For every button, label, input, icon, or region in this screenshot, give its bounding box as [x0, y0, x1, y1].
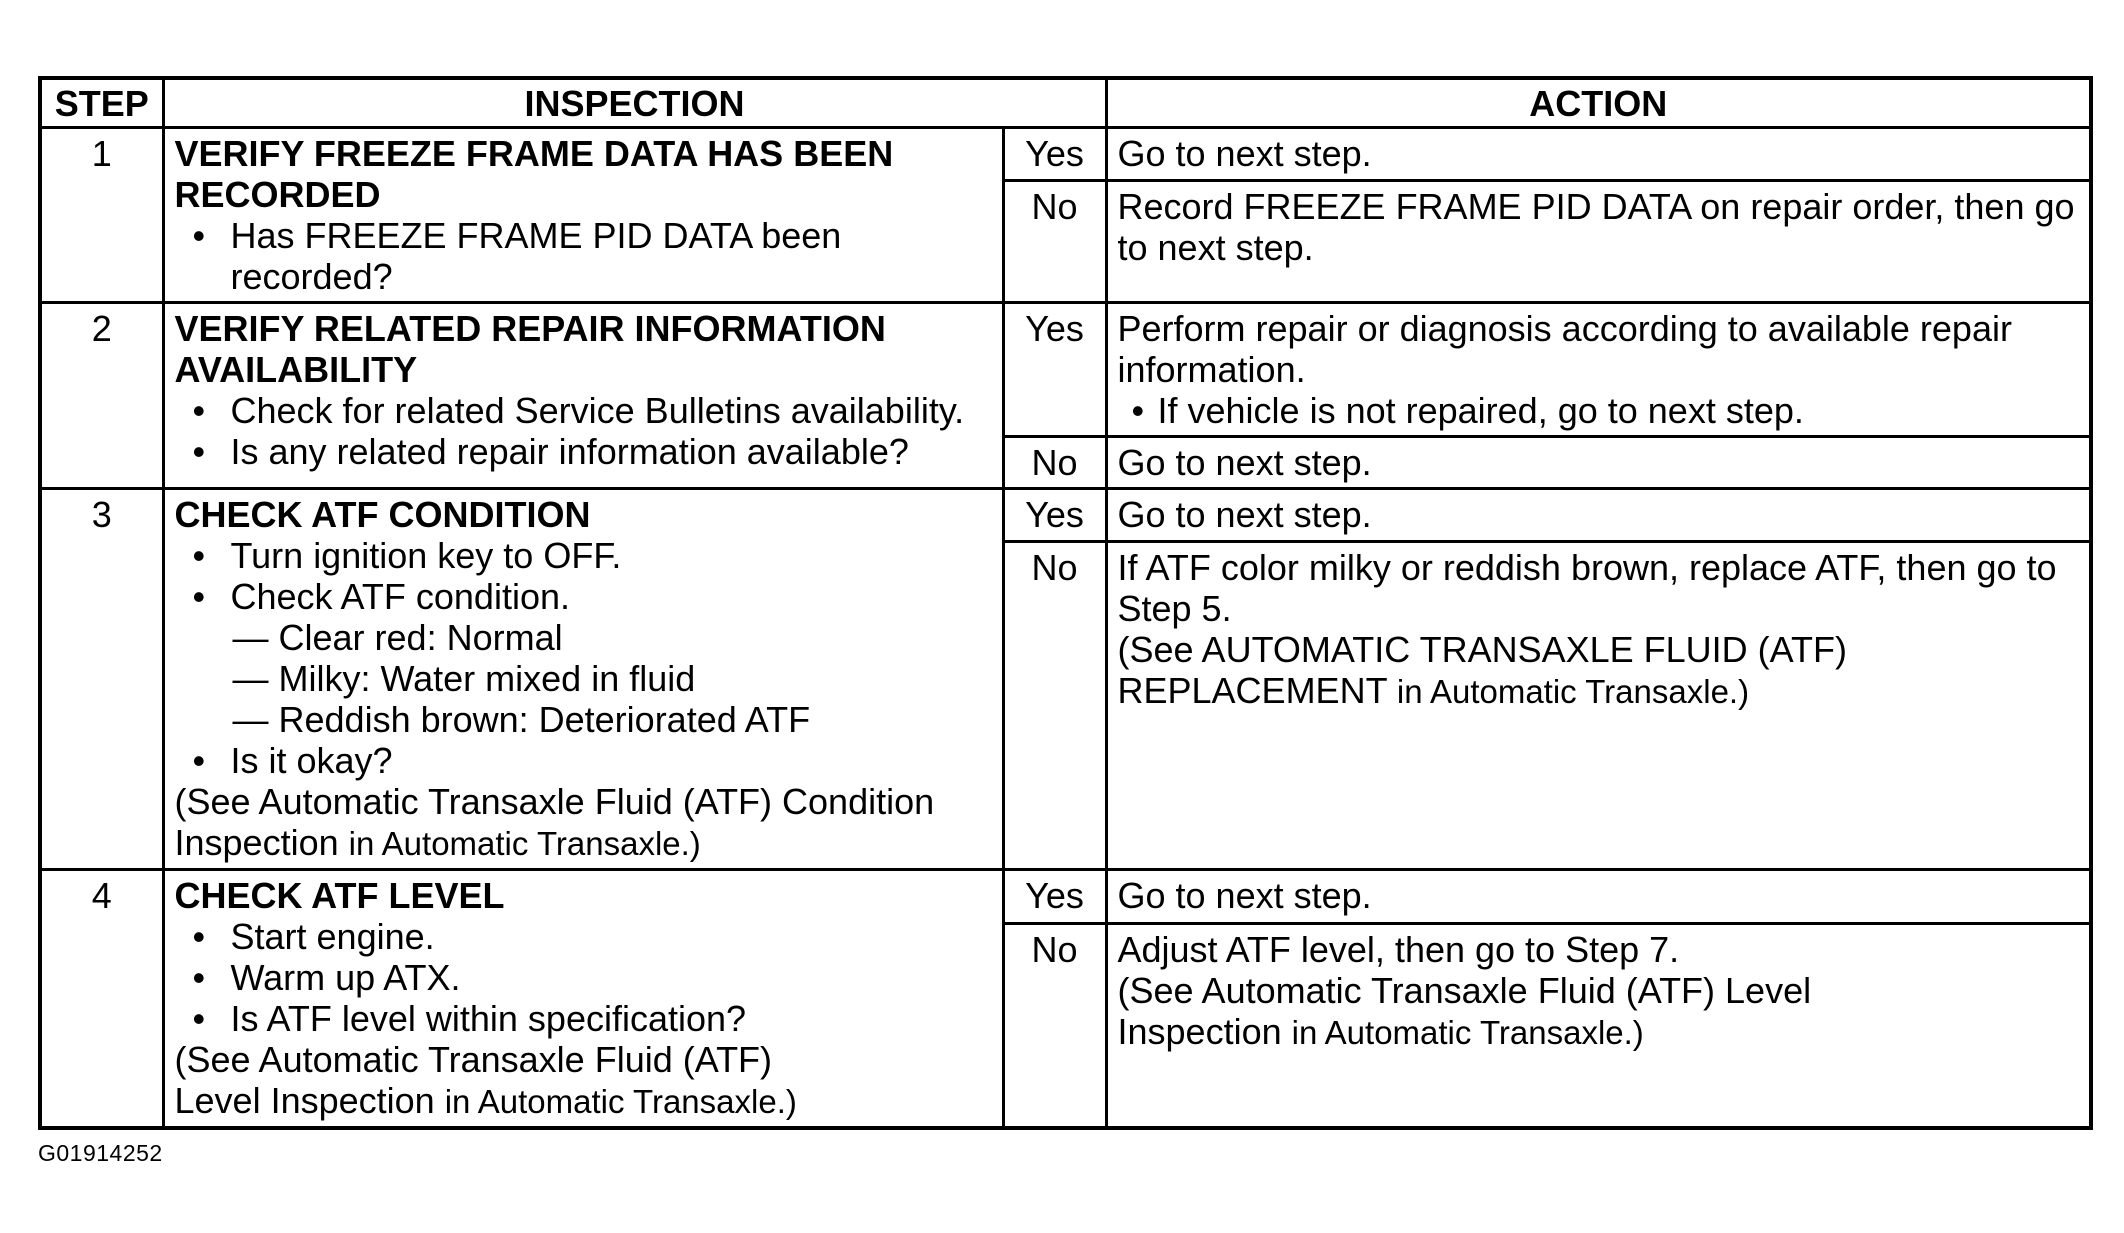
- bullet-icon: •: [192, 916, 206, 957]
- no-label: No: [1003, 437, 1106, 489]
- yes-action: Perform repair or diagnosis according to available repair information. • If vehicle is not repaired, go to next step.: [1106, 303, 2091, 437]
- inspection-bullets: [175, 390, 992, 472]
- no-action: Go to next step.: [1106, 437, 2091, 489]
- bullet-item: • Turn ignition key to OFF.: [192, 535, 622, 576]
- bullet-icon: •: [192, 740, 206, 781]
- bullet-item: • Is it okay?: [192, 740, 393, 781]
- bullet-icon: •: [192, 215, 206, 256]
- header-inspection: INSPECTION: [163, 78, 1106, 128]
- step-4-yes-row: [40, 870, 2091, 924]
- inspection-bullets: [175, 740, 992, 781]
- yes-label: Yes: [1003, 489, 1106, 542]
- yes-action: Go to next step.: [1106, 870, 2091, 924]
- step-number: 1: [40, 128, 163, 303]
- header-step: STEP: [40, 78, 163, 128]
- step-title: CHECK ATF LEVEL: [174, 875, 505, 916]
- step-inspection: [163, 128, 1003, 303]
- bullet-icon: •: [192, 535, 206, 576]
- table-header-row: [40, 78, 2091, 128]
- bullet-item: • Check for related Service Bulletins availability.: [192, 390, 965, 431]
- figure-id: G01914252: [38, 1140, 163, 1166]
- step-inspection: [163, 489, 1003, 870]
- see-reference: (See Automatic Transaxle Fluid (ATF) Level Inspection in Automatic Transaxle.): [174, 1039, 797, 1121]
- no-label: No: [1003, 541, 1106, 869]
- no-action: Record FREEZE FRAME PID DATA on repair order, then go to next step.: [1106, 180, 2091, 302]
- bullet-item: • Warm up ATX.: [192, 957, 461, 998]
- see-reference: (See AUTOMATIC TRANSAXLE FLUID (ATF) REPLACEMENT in Automatic Transaxle.): [1117, 628, 1847, 711]
- condition-item: — Reddish brown: Deteriorated ATF: [232, 699, 811, 740]
- bullet-item: • Start engine.: [192, 916, 435, 957]
- bullet-icon: •: [192, 576, 206, 617]
- see-reference: (See Automatic Transaxle Fluid (ATF) Level Inspection in Automatic Transaxle.): [1117, 970, 1812, 1053]
- step-3-yes-row: [40, 489, 2091, 542]
- no-label: No: [1003, 924, 1106, 1128]
- bullet-item: • If vehicle is not repaired, go to next step.: [1131, 390, 1804, 431]
- bullet-icon: •: [192, 998, 206, 1039]
- step-number: 2: [40, 303, 163, 489]
- bullet-icon: •: [192, 431, 206, 472]
- no-action: If ATF color milky or reddish brown, replace ATF, then go to Step 5. (See AUTOMATIC TRANSAXLE FLUID (ATF) REPLACEMENT in Automatic Transaxle.): [1106, 541, 2091, 869]
- no-action: Adjust ATF level, then go to Step 7. (See Automatic Transaxle Fluid (ATF) Level Inspection in Automatic Transaxle.): [1106, 924, 2091, 1128]
- bullet-item: • Check ATF condition.: [192, 576, 570, 617]
- bullet-icon: •: [1131, 390, 1145, 431]
- action-bullets: [1118, 390, 2080, 431]
- inspection-bullets: [175, 535, 992, 617]
- diagnostic-procedure-table: [38, 76, 2093, 1130]
- step-number: 4: [40, 870, 163, 1129]
- yes-label: Yes: [1003, 303, 1106, 437]
- step-1-yes-row: [40, 128, 2091, 181]
- header-action: ACTION: [1106, 78, 2091, 128]
- yes-label: Yes: [1003, 128, 1106, 181]
- see-reference: (See Automatic Transaxle Fluid (ATF) Condition Inspection in Automatic Transaxle.): [174, 781, 935, 863]
- yes-action: Go to next step.: [1106, 489, 2091, 542]
- inspection-bullets: [175, 215, 992, 297]
- yes-label: Yes: [1003, 870, 1106, 924]
- bullet-icon: •: [192, 390, 206, 431]
- yes-action: Go to next step.: [1106, 128, 2091, 181]
- bullet-item: • Has FREEZE FRAME PID DATA been recorded?: [192, 215, 842, 297]
- bullet-item: • Is ATF level within specification?: [192, 998, 747, 1039]
- no-label: No: [1003, 180, 1106, 302]
- step-title: VERIFY RELATED REPAIR INFORMATION AVAILABILITY: [174, 308, 886, 390]
- bullet-icon: •: [192, 957, 206, 998]
- bullet-item: • Is any related repair information available?: [192, 431, 909, 472]
- condition-item: — Clear red: Normal: [232, 617, 563, 658]
- step-title: VERIFY FREEZE FRAME DATA HAS BEEN RECORDED: [174, 133, 894, 215]
- step-2-yes-row: [40, 303, 2091, 437]
- inspection-bullets: [175, 916, 992, 1039]
- condition-item: — Milky: Water mixed in fluid: [232, 658, 696, 699]
- step-number: 3: [40, 489, 163, 870]
- step-inspection: [163, 303, 1003, 489]
- step-inspection: [163, 870, 1003, 1129]
- step-title: CHECK ATF CONDITION: [174, 494, 591, 535]
